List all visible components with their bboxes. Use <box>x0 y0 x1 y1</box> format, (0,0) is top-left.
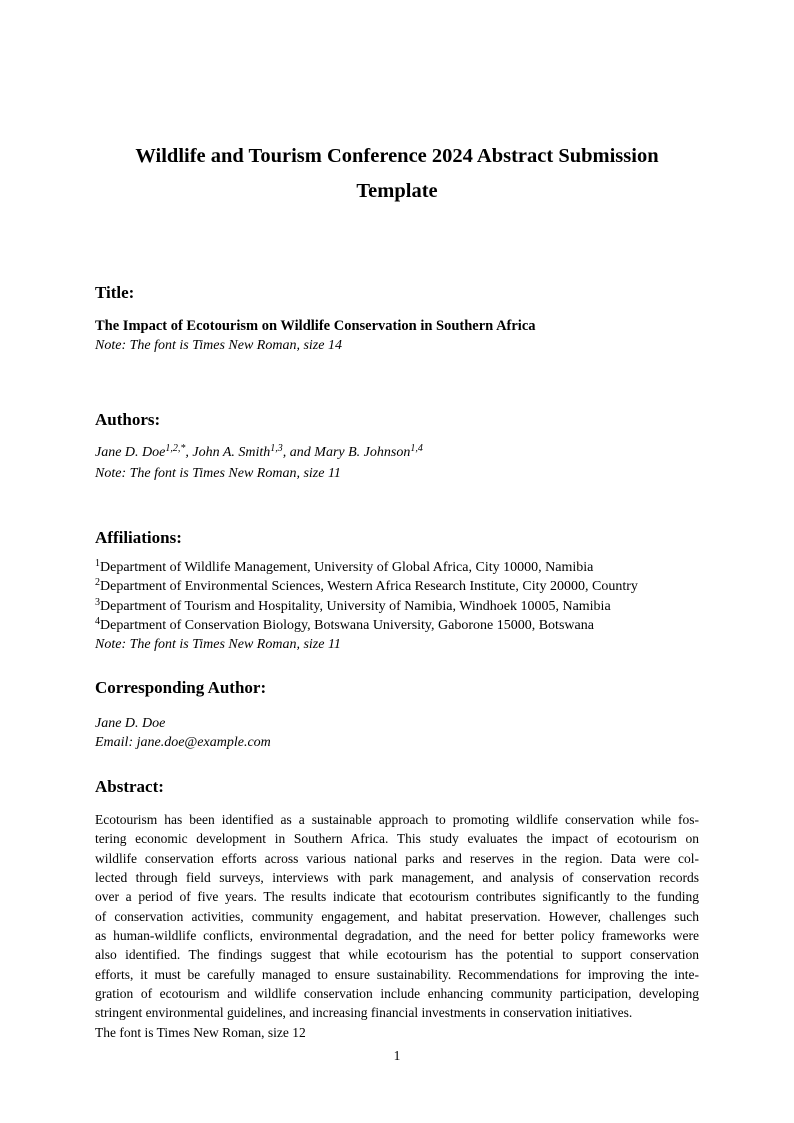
affiliation-item <box>95 616 699 635</box>
abstract-paragraph <box>95 810 699 1042</box>
affiliation-text-2: Department of Environmental Sciences, Western Africa Research Institute, City 20000, Country <box>100 579 638 595</box>
affiliations-list <box>95 558 699 654</box>
section-heading-title: Title: <box>95 283 135 302</box>
affiliation-number-4: 4 <box>95 615 100 627</box>
abstract-line-1: Ecotourism has been identified as a sustainable approach to promoting wildlife conservation while fos- <box>95 812 699 827</box>
authors-font-note: Note: The font is Times New Roman, size 11 <box>95 466 341 481</box>
corresponding-author-email: Email: jane.doe@example.com <box>95 735 271 750</box>
affiliation-item <box>95 577 699 596</box>
abstract-font-note: The font is Times New Roman, size 12 <box>95 1024 306 1040</box>
corresponding-author-name: Jane D. Doe <box>95 716 166 731</box>
abstract-line-8: also identified. The findings suggest that while ecotourism has the potential to support conservation <box>95 947 699 963</box>
author-name-3: , and Mary B. Johnson <box>282 445 411 460</box>
author-name-1: Jane D. Doe <box>95 445 166 460</box>
affiliation-number-3: 3 <box>95 596 100 608</box>
abstract-line-11: stringent environmental guidelines, and increasing financial investments in conservation initiatives. <box>95 1005 633 1021</box>
affiliation-number-1: 1 <box>95 558 100 569</box>
section-heading-authors: Authors: <box>95 410 161 429</box>
paper-title-text: The Impact of Ecotourism on Wildlife Conservation in Southern Africa <box>95 318 536 334</box>
affiliation-text-4: Department of Conservation Biology, Botswana University, Gaborone 15000, Botswana <box>100 617 594 633</box>
section-heading-affiliations: Affiliations: <box>95 528 182 547</box>
section-heading-corresponding-author: Corresponding Author: <box>95 678 267 697</box>
author-affiliation-marks-1: 1,2,* <box>165 443 186 454</box>
affiliation-item <box>95 597 699 616</box>
affiliation-item <box>95 558 699 577</box>
affiliation-number-2: 2 <box>95 577 100 589</box>
abstract-line-10: gration of ecotourism and wildlife conservation include enhancing community participation, developing <box>95 986 699 1002</box>
author-name-2: , John A. Smith <box>185 445 271 460</box>
authors-line <box>95 443 699 462</box>
affiliation-text-3: Department of Tourism and Hospitality, University of Namibia, Windhoek 10005, Namibia <box>100 598 611 614</box>
affiliation-text-1: Department of Wildlife Management, University of Global Africa, City 10000, Namibia <box>100 560 594 575</box>
abstract-line-7: as human-wildlife conflicts, environmental degradation, and the need for better policy frameworks were <box>95 928 699 944</box>
affiliations-font-note: Note: The font is Times New Roman, size 11 <box>95 637 341 653</box>
author-affiliation-marks-3: 1,4 <box>410 443 423 454</box>
section-heading-abstract: Abstract: <box>95 777 164 796</box>
document-title: Wildlife and Tourism Conference 2024 Abstract Submission Template <box>135 145 659 202</box>
abstract-line-5: over a period of five years. The results indicate that ecotourism contributes significantly to the funding <box>95 889 699 905</box>
title-font-note: Note: The font is Times New Roman, size 14 <box>95 338 342 353</box>
abstract-line-3: wildlife conservation efforts across various national parks and reserves in the region. Data were col- <box>95 850 699 866</box>
author-affiliation-marks-2: 1,3 <box>270 443 283 454</box>
abstract-line-6: of conservation activities, community engagement, and habitat preservation. However, challenges such <box>95 908 699 924</box>
page-number: 1 <box>393 1048 401 1063</box>
abstract-line-4: lected through field surveys, interviews with park management, and analysis of conservation records <box>95 870 699 886</box>
abstract-line-2: tering economic development in Southern Africa. This study evaluates the impact of ecotourism on <box>95 831 699 847</box>
abstract-line-9: efforts, it must be carefully managed to ensure sustainability. Recommendations for improving the inte- <box>95 966 699 982</box>
